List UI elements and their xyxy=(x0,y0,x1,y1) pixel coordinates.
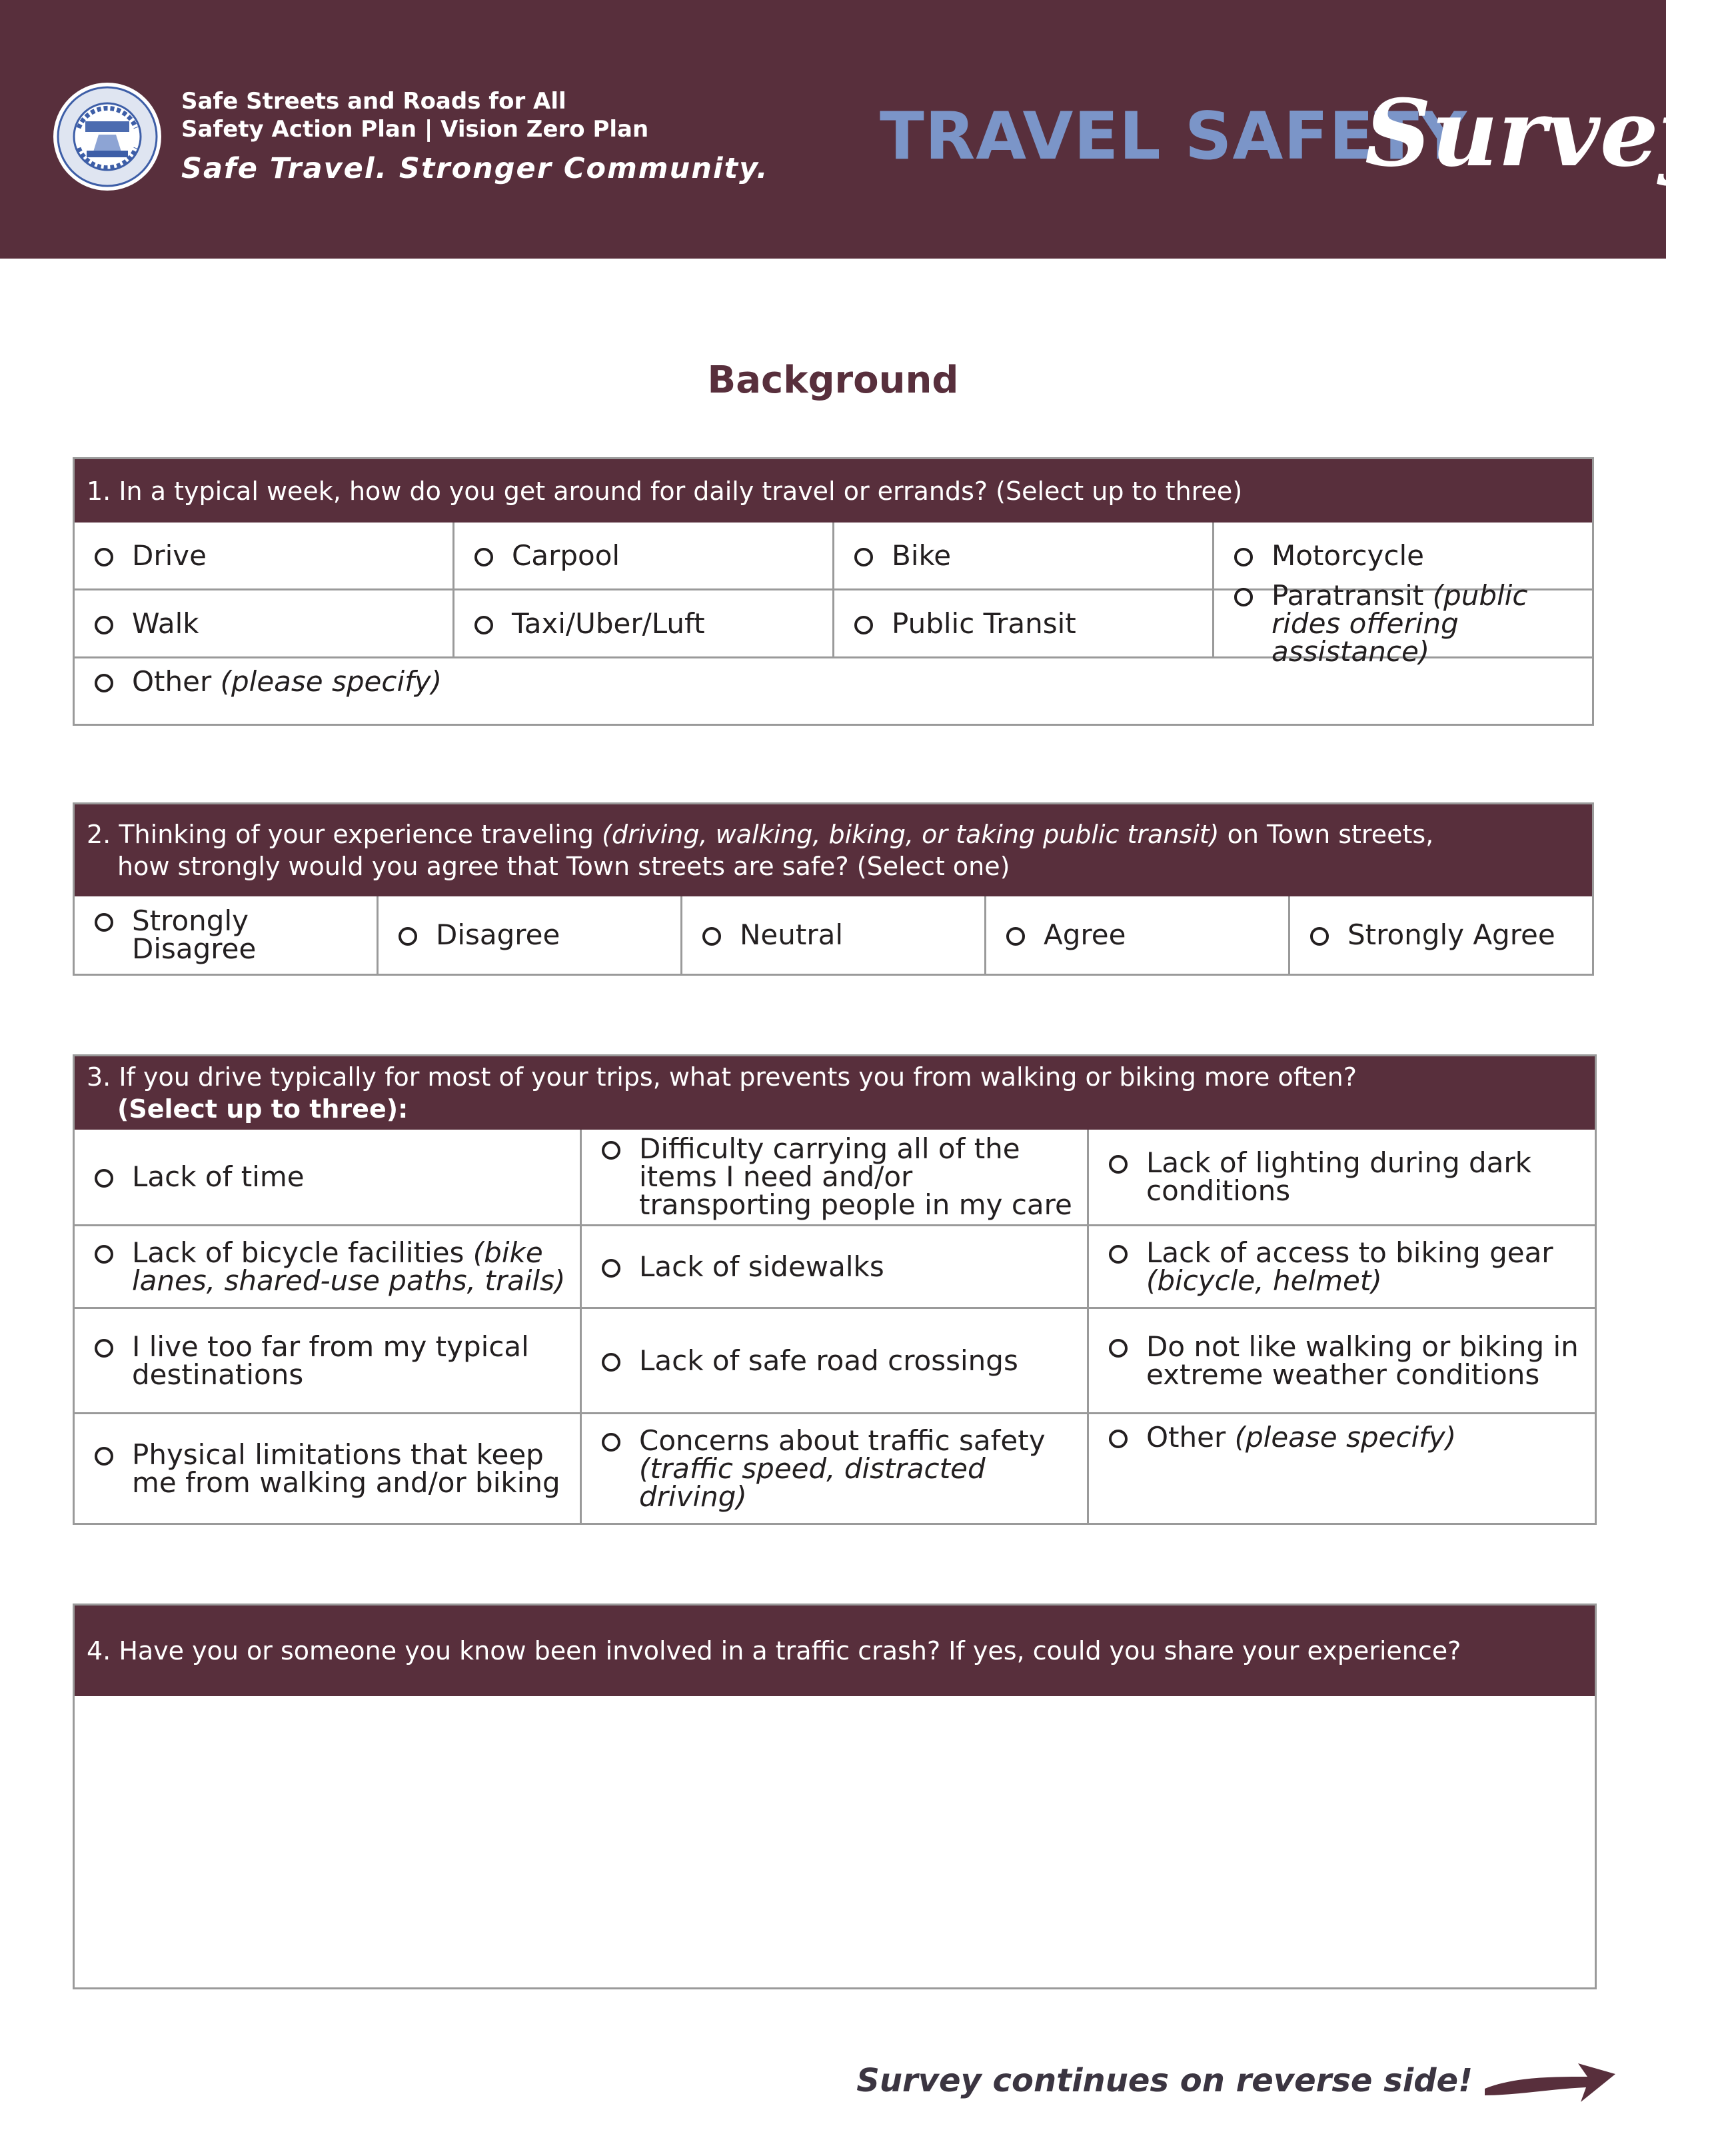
q3-option-biking-gear[interactable]: Lack of access to biking gear (bicycle, helmet) xyxy=(1089,1226,1595,1309)
question-1-text: 1. In a typical week, how do you get around for daily travel or errands? (Select up to three) xyxy=(75,459,1592,523)
town-seal-icon xyxy=(52,81,163,192)
survey-title-script: Survey xyxy=(1365,79,1712,187)
q3-option-road-crossings[interactable]: Lack of safe road crossings xyxy=(582,1309,1089,1414)
q2-option-strongly-agree[interactable]: Strongly Agree xyxy=(1290,896,1592,974)
radio-circle-icon[interactable] xyxy=(474,616,493,634)
q1-option-drive[interactable]: Drive xyxy=(75,523,454,590)
question-3 xyxy=(73,1054,1597,1525)
radio-circle-icon[interactable] xyxy=(854,548,873,566)
continue-note: Survey continues on reverse side! xyxy=(856,2062,1473,2099)
radio-circle-icon[interactable] xyxy=(1109,1430,1128,1448)
plan-subtitle: Safety Action Plan | Vision Zero Plan xyxy=(181,116,649,143)
radio-circle-icon[interactable] xyxy=(95,1245,113,1264)
radio-circle-icon[interactable] xyxy=(1109,1155,1128,1174)
radio-circle-icon[interactable] xyxy=(1310,927,1329,946)
radio-circle-icon[interactable] xyxy=(854,616,873,634)
q2-option-agree[interactable]: Agree xyxy=(986,896,1290,974)
radio-circle-icon[interactable] xyxy=(1234,588,1253,606)
q1-option-bike[interactable]: Bike xyxy=(834,523,1214,590)
q4-answer-area[interactable] xyxy=(75,1696,1595,1987)
header-banner xyxy=(0,0,1712,259)
radio-circle-icon[interactable] xyxy=(1109,1245,1128,1264)
question-4 xyxy=(73,1604,1597,1989)
q2-option-strongly-disagree[interactable]: Strongly Disagree xyxy=(75,896,379,974)
radio-circle-icon[interactable] xyxy=(1109,1339,1128,1358)
tagline: Safe Travel. Stronger Community. xyxy=(181,152,769,185)
radio-circle-icon[interactable] xyxy=(602,1259,620,1278)
radio-circle-icon[interactable] xyxy=(95,1169,113,1188)
q1-option-taxi[interactable]: Taxi/Uber/Luft xyxy=(454,590,834,658)
q3-option-lack-of-time[interactable]: Lack of time xyxy=(75,1130,582,1226)
radio-circle-icon[interactable] xyxy=(399,927,417,946)
radio-circle-icon[interactable] xyxy=(95,616,113,634)
radio-circle-icon[interactable] xyxy=(474,548,493,566)
q3-option-sidewalks[interactable]: Lack of sidewalks xyxy=(582,1226,1089,1309)
q3-option-traffic-safety[interactable]: Concerns about traffic safety (traffic speed, distracted driving) xyxy=(582,1414,1089,1523)
q1-option-carpool[interactable]: Carpool xyxy=(454,523,834,590)
q1-option-public-transit[interactable]: Public Transit xyxy=(834,590,1214,658)
question-4-text: 4. Have you or someone you know been involved in a traffic crash? If yes, could you share your experience? xyxy=(75,1606,1595,1696)
radio-circle-icon[interactable] xyxy=(1006,927,1025,946)
q3-option-bicycle-facilities[interactable]: Lack of bicycle facilities (bike lanes, shared-use paths, trails) xyxy=(75,1226,582,1309)
radio-circle-icon[interactable] xyxy=(95,674,113,692)
q2-option-neutral[interactable]: Neutral xyxy=(682,896,986,974)
q1-option-walk[interactable]: Walk xyxy=(75,590,454,658)
q3-option-other[interactable]: Other (please specify) xyxy=(1089,1414,1595,1523)
question-3-text: 3. If you drive typically for most of your trips, what prevents you from walking or biking more often? (Select up to three): xyxy=(75,1056,1595,1130)
radio-circle-icon[interactable] xyxy=(1234,548,1253,566)
radio-circle-icon[interactable] xyxy=(95,548,113,566)
plan-name: Safe Streets and Roads for All xyxy=(181,88,566,115)
radio-circle-icon[interactable] xyxy=(95,1339,113,1358)
radio-circle-icon[interactable] xyxy=(702,927,721,946)
radio-circle-icon[interactable] xyxy=(95,1447,113,1466)
q3-option-too-far[interactable]: I live too far from my typical destinations xyxy=(75,1309,582,1414)
q1-option-paratransit[interactable]: Paratransit (public rides offering assistance) xyxy=(1214,590,1592,658)
q3-option-lack-of-lighting[interactable]: Lack of lighting during dark conditions xyxy=(1089,1130,1595,1226)
q3-option-extreme-weather[interactable]: Do not like walking or biking in extreme weather conditions xyxy=(1089,1309,1595,1414)
radio-circle-icon[interactable] xyxy=(602,1353,620,1372)
question-2-text: 2. Thinking of your experience traveling (driving, walking, biking, or taking public transit) on Town streets, how strongly would you agree that Town streets are safe? (Select one) xyxy=(75,804,1592,896)
question-1 xyxy=(73,457,1594,726)
q3-option-physical-limitations[interactable]: Physical limitations that keep me from walking and/or biking xyxy=(75,1414,582,1523)
q1-option-other[interactable]: Other (please specify) xyxy=(75,658,1592,724)
radio-circle-icon[interactable] xyxy=(95,913,113,932)
question-2 xyxy=(73,802,1594,976)
survey-title: TRAVEL SAFETY xyxy=(880,99,1467,175)
arrow-right-icon xyxy=(1481,2054,1618,2107)
q3-option-difficulty-carrying[interactable]: Difficulty carrying all of the items I need and/or transporting people in my care xyxy=(582,1130,1089,1226)
radio-circle-icon[interactable] xyxy=(602,1433,620,1452)
q1-option-motorcycle[interactable]: Motorcycle xyxy=(1214,523,1592,590)
q2-option-disagree[interactable]: Disagree xyxy=(379,896,682,974)
section-title: Background xyxy=(707,359,959,402)
radio-circle-icon[interactable] xyxy=(602,1141,620,1160)
